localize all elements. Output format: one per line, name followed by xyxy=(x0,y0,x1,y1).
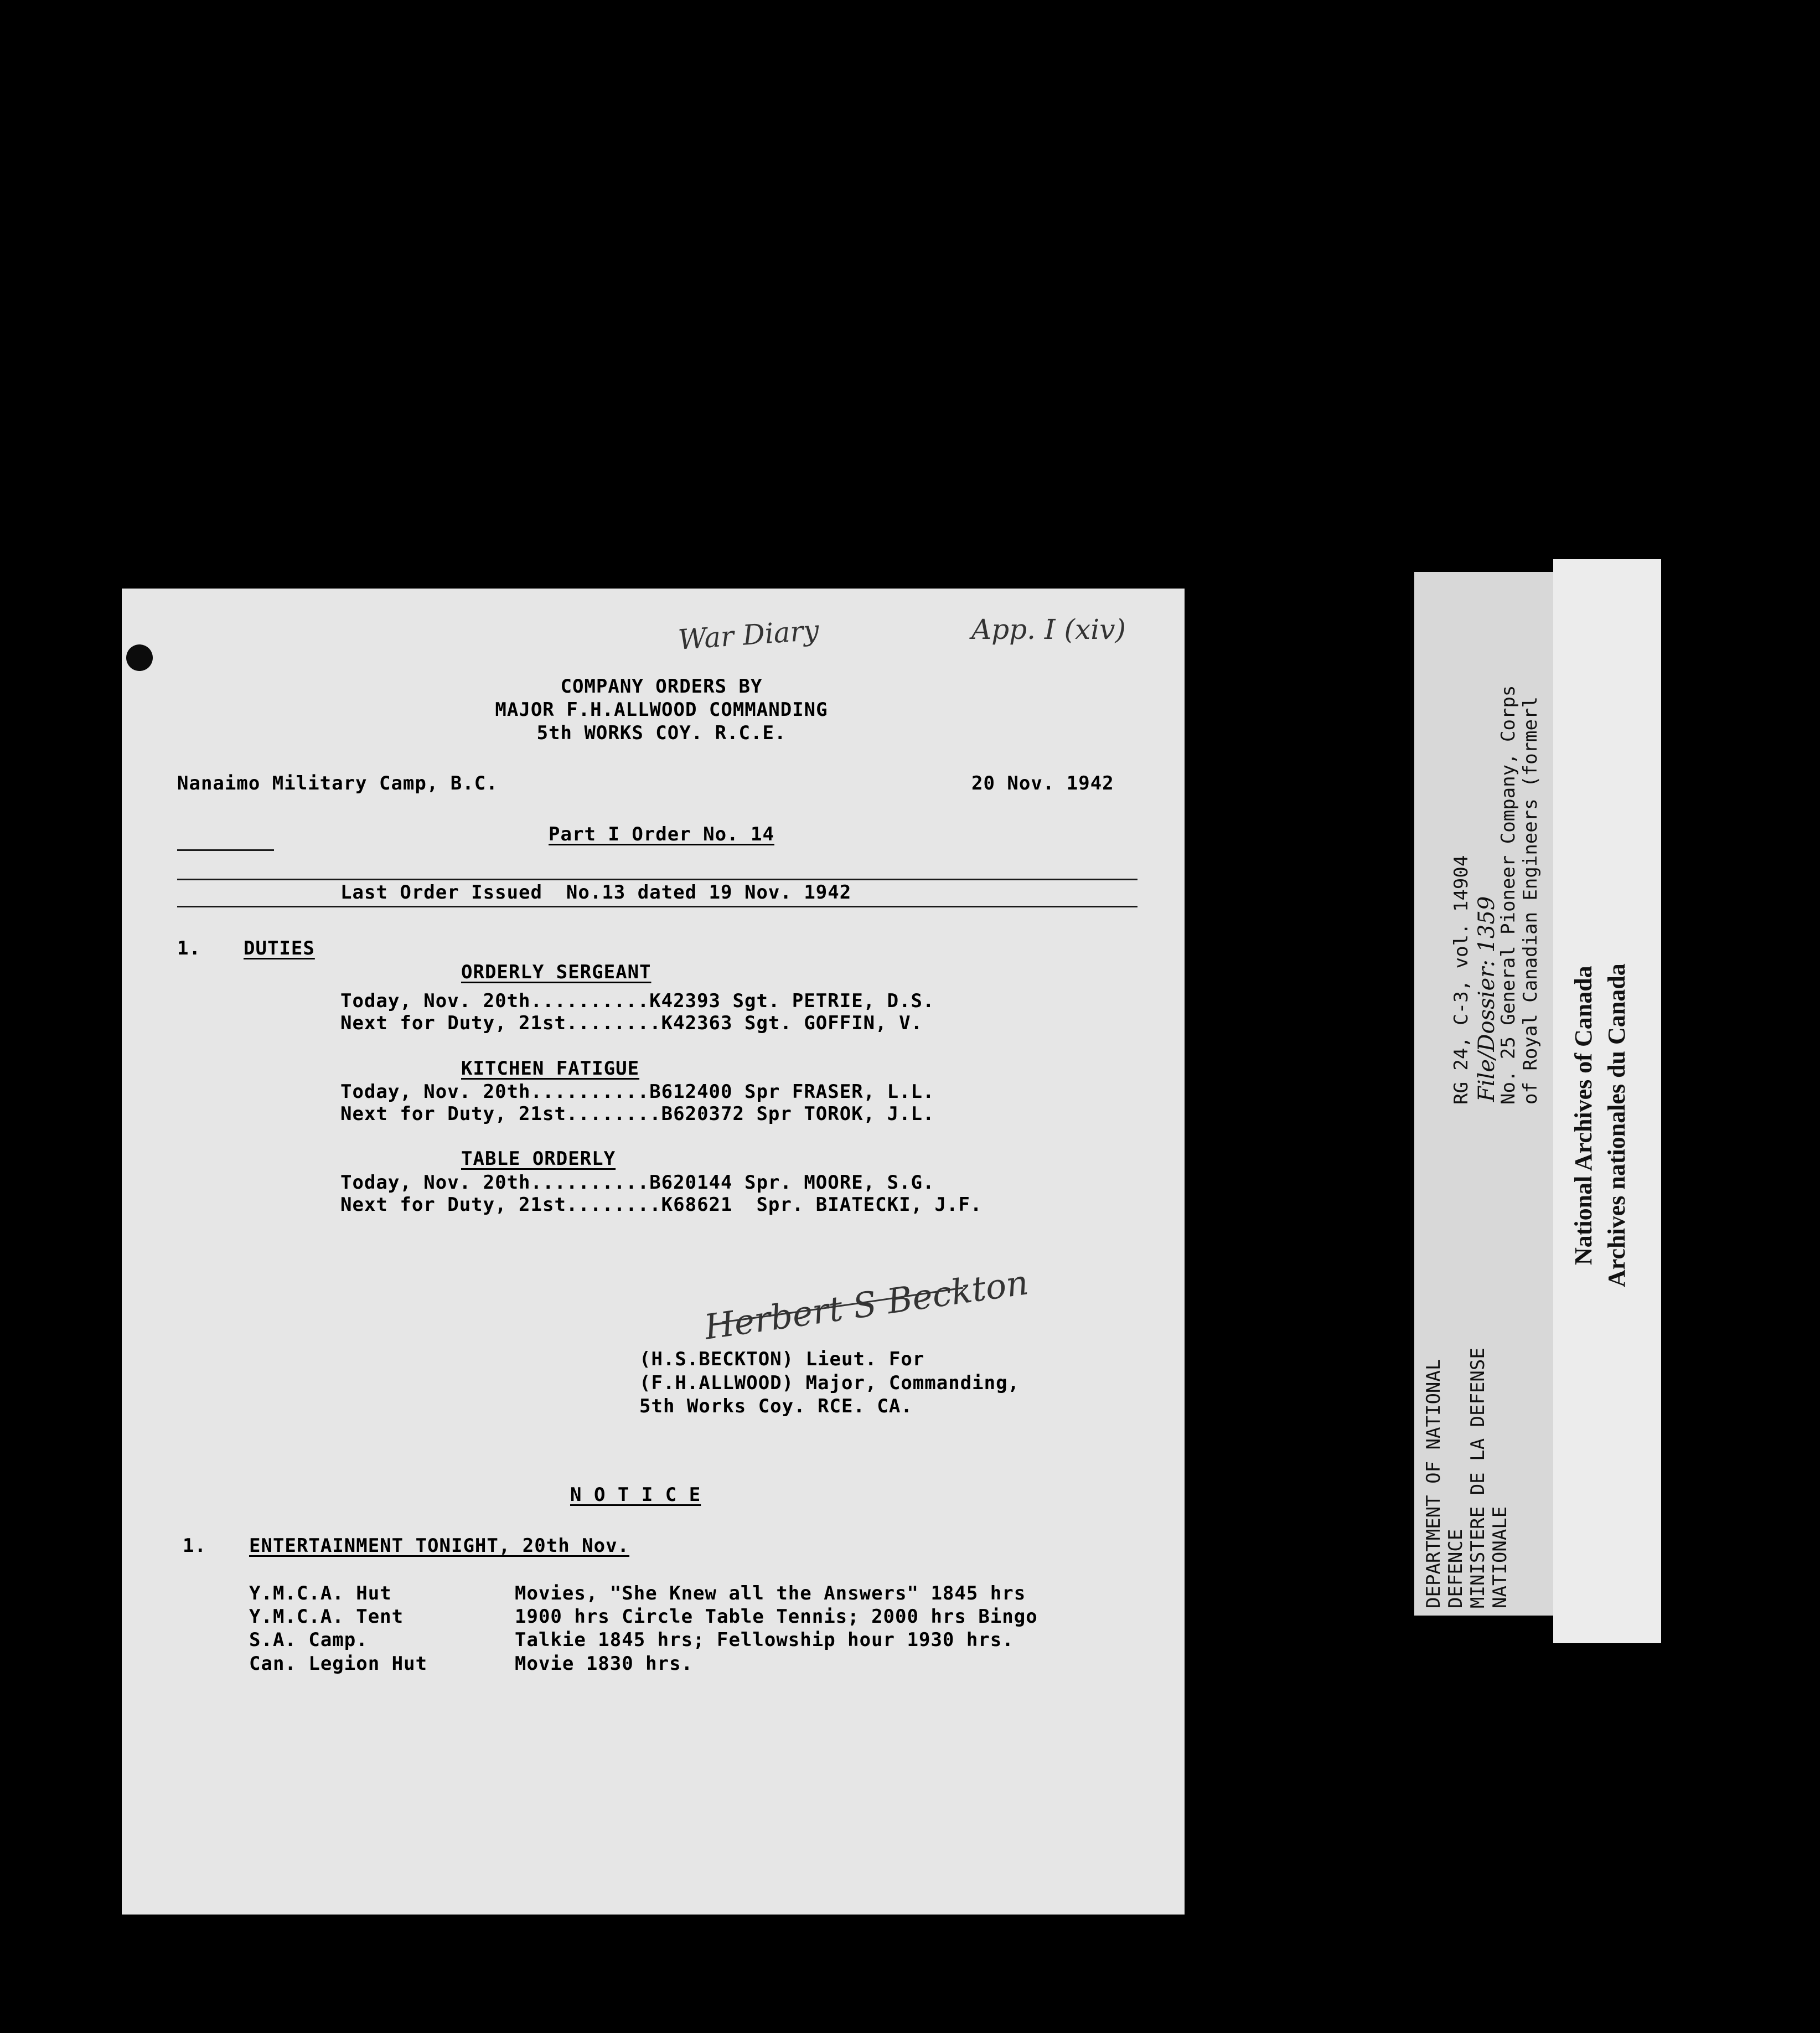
duty-row: Next for Duty, 21st........K42363 Sgt. GOFFIN, V. xyxy=(340,1012,923,1034)
signature-line-3: 5th Works Coy. RCE. CA. xyxy=(639,1395,913,1417)
department-line-1: DEPARTMENT OF NATIONAL xyxy=(1423,1359,1445,1608)
signature-line-1: (H.S.BECKTON) Lieut. For xyxy=(639,1348,925,1370)
signature-stroke xyxy=(720,1283,969,1328)
archive-reference: RG 24, C-3, vol. 14904 xyxy=(1450,855,1472,1105)
punch-hole xyxy=(126,644,153,671)
place-text: Nanaimo Military Camp, B.C. xyxy=(177,772,498,794)
header-line-2: MAJOR F.H.ALLWOOD COMMANDING xyxy=(495,699,828,721)
archive-unit-line-1: No. 25 General Pioneer Company, Corps xyxy=(1497,685,1519,1105)
duty-row: Today, Nov. 20th..........K42393 Sgt. PETRIE, D.S. xyxy=(340,990,935,1012)
notice-event: Movies, "She Knew all the Answers" 1845 hrs xyxy=(515,1582,1026,1604)
double-rule-top xyxy=(177,879,1138,880)
header-line-3: 5th WORKS COY. R.C.E. xyxy=(536,722,787,744)
signature-line-2: (F.H.ALLWOOD) Major, Commanding, xyxy=(639,1372,1020,1394)
notice-title: N O T I C E xyxy=(570,1484,701,1506)
notice-number: 1. xyxy=(183,1535,206,1557)
duty-row: Next for Duty, 21st........K68621 Spr. BIATECKI, J.F. xyxy=(340,1194,983,1216)
duty-row: Today, Nov. 20th..........B620144 Spr. MOORE, S.G. xyxy=(340,1172,935,1194)
duty-row: Next for Duty, 21st........B620372 Spr TOROK, J.L. xyxy=(340,1103,935,1125)
appendix-annotation: App. I (xiv) xyxy=(971,613,1126,646)
notice-place: S.A. Camp. xyxy=(249,1629,368,1651)
notice-event: Movie 1830 hrs. xyxy=(515,1653,694,1675)
department-line-4: NATIONALE xyxy=(1489,1506,1511,1608)
department-line-2: DEFENCE xyxy=(1445,1529,1467,1608)
duty-row: Today, Nov. 20th..........B612400 Spr FRASER, L.L. xyxy=(340,1081,935,1103)
section-heading: ORDERLY SERGEANT xyxy=(461,961,652,983)
notice-event: Talkie 1845 hrs; Fellowship hour 1930 hrs. xyxy=(515,1629,1014,1651)
double-rule-bottom xyxy=(177,906,1138,907)
duties-title: DUTIES xyxy=(244,937,315,959)
part-order-title: Part I Order No. 14 xyxy=(549,823,774,845)
notice-subtitle: ENTERTAINMENT TONIGHT, 20th Nov. xyxy=(249,1535,630,1557)
date-text: 20 Nov. 1942 xyxy=(971,772,1114,794)
department-line-3: MINISTERE DE LA DEFENSE xyxy=(1467,1348,1489,1608)
archive-unit-line-2: of Royal Canadian Engineers (formerl xyxy=(1519,696,1542,1105)
notice-place: Y.M.C.A. Tent xyxy=(249,1606,404,1628)
last-order-text: Last Order Issued No.13 dated 19 Nov. 1942 xyxy=(340,881,852,904)
duties-number: 1. xyxy=(177,937,201,959)
notice-place: Can. Legion Hut xyxy=(249,1653,428,1675)
archives-name-en: National Archives of Canada xyxy=(1570,966,1597,1265)
notice-place: Y.M.C.A. Hut xyxy=(249,1582,392,1604)
handwritten-signature: Herbert S Beckton xyxy=(701,1262,1031,1348)
archives-name-fr: Archives nationales du Canada xyxy=(1603,963,1630,1287)
header-line-1: COMPANY ORDERS BY xyxy=(560,675,763,698)
archive-file: File/Dossier: 1359 xyxy=(1474,896,1500,1102)
notice-event: 1900 hrs Circle Table Tennis; 2000 hrs Bingo xyxy=(515,1606,1038,1628)
war-diary-annotation: War Diary xyxy=(677,614,820,656)
section-heading: KITCHEN FATIGUE xyxy=(461,1057,640,1080)
short-rule xyxy=(177,849,274,851)
section-heading: TABLE ORDERLY xyxy=(461,1148,616,1170)
